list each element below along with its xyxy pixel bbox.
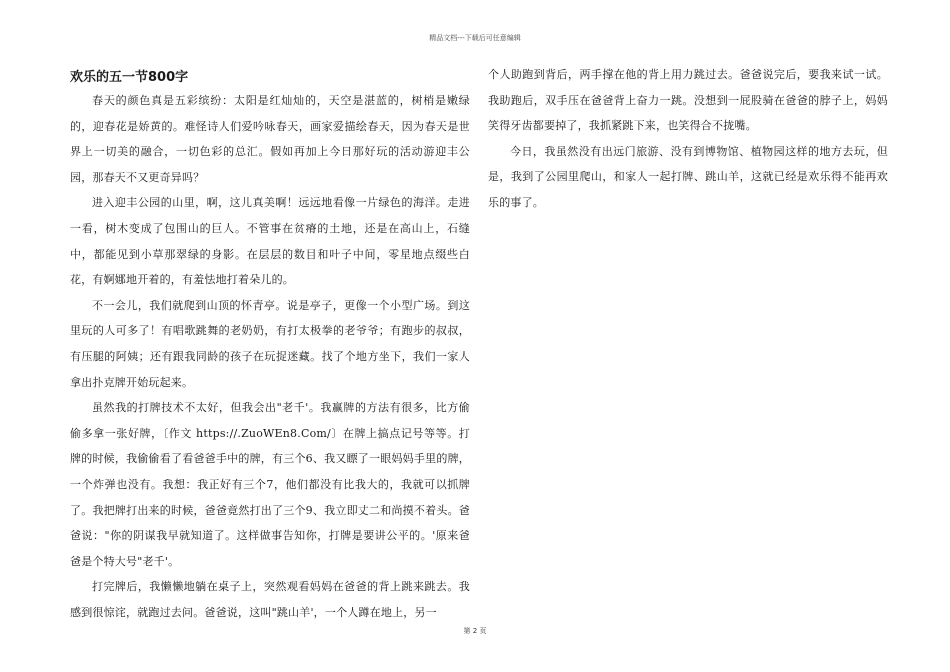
paragraph-3: 不一会儿，我们就爬到山顶的怀青亭。说是亭子，更像一个小型广场。到这里玩的人可多了！有唱歌跳舞的老奶奶，有打太极拳的老爷爷；有跑步的叔叔，有压腿的阿姨；还有跟我同龄的孩子在玩捉迷藏。找了个地方坐下，我们一家人拿出扑克牌开始玩起来。 xyxy=(70,298,470,389)
left-column xyxy=(70,60,470,625)
paragraph-6: 今日，我虽然没有出远门旅游、没有到博物馆、植物园这样的地方去玩，但是，我到了公园里爬山，和家人一起打牌、跳山羊，这就已经是欢乐得不能再欢乐的事了。 xyxy=(488,144,888,209)
paragraph-4: 虽然我的打牌技术不太好，但我会出"老千'。我赢牌的方法有很多，比方偷偷多拿一张好牌，〔作文 https://.ZuoWEn8.Com/〕在牌上搞点记号等等。打牌的时候，我偷偷看了看爸爸手中的牌，有三个6、我又瞟了一眼妈妈手里的牌，一个炸弹也没有。我想：我正好有三个7，他们都没有比我大的，我就可以抓牌了。我把牌打出来的时候，爸爸竟然打出了三个9、我立即丈二和尚摸不着头。爸爸说："你的阴谋我早就知道了。这样做事告知你，打牌是要讲公平的。'原来爸爸是个特大号"老千'。 xyxy=(70,401,470,568)
paragraph-2: 进入迎丰公园的山里，啊，这儿真美啊！远远地看像一片绿色的海洋。走进一看，树木变成了包围山的巨人。不管事在贫瘠的土地，还是在高山上，石缝中，都能见到小草那翠绿的身影。在层层的数目和叶子中间，零星地点缀些白花，有婀娜地开着的，有羞怯地打着朵儿的。 xyxy=(70,196,470,287)
paragraph-5-continuation: 个人助跑到背后，两手撑在他的背上用力跳过去。爸爸说完后，要我来试一试。我助跑后，双手压在爸爸背上奋力一跳。没想到一屁股骑在爸爸的脖子上，妈妈笑得牙齿都要掉了，我抓紧跳下来，也笑得合不拢嘴。 xyxy=(488,68,888,133)
article-title: 欢乐的五一节800字 xyxy=(70,70,189,85)
paragraph-5: 打完牌后，我懒懒地躺在桌子上，突然观看妈妈在爸爸的背上跳来跳去。我感到很惊诧，就跑过去问。爸爸说，这叫"跳山羊'，一个人蹲在地上，另一 xyxy=(70,580,470,619)
page-number: 第 2 页 xyxy=(463,627,487,635)
right-column xyxy=(488,62,888,216)
paragraph-1: 春天的颜色真是五彩缤纷：太阳是红灿灿的，天空是湛蓝的，树梢是嫩绿的，迎春花是娇黄的。难怪诗人们爱吟咏春天，画家爱描绘春天，因为春天是世界上一切美的融合，一切色彩的总汇。假如再加上今日那好玩的活动游迎丰公园，那春天不又更奇异吗？ xyxy=(70,94,470,184)
page-header: 精品文档---下载后可任意编辑 xyxy=(429,34,521,42)
